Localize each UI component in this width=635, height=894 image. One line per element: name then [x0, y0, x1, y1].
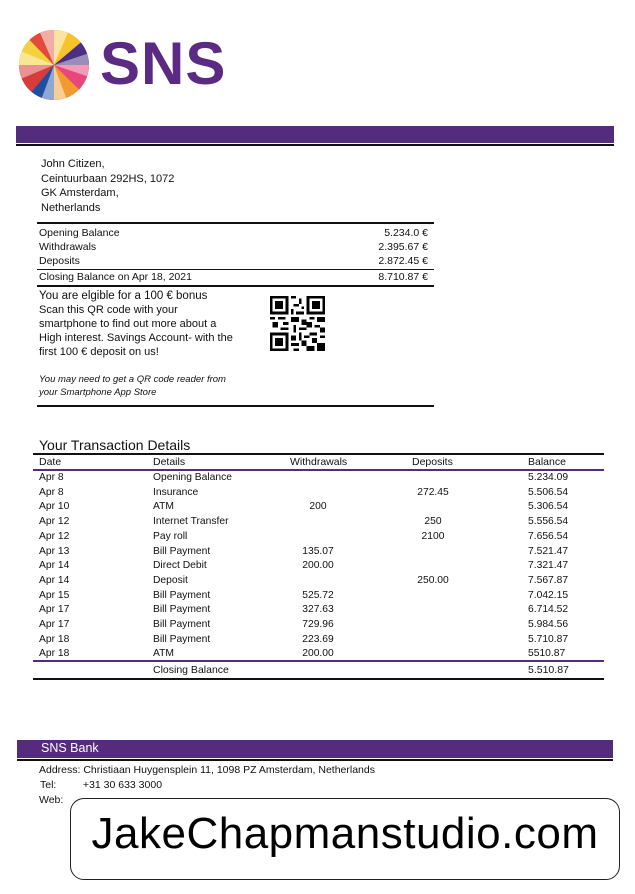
table-row — [0, 546, 635, 561]
cell-balance: 7.042.15 — [528, 589, 569, 601]
summary-closing-value: 8.710.87 € — [378, 271, 428, 283]
cell-details: Pay roll — [153, 530, 188, 542]
cell-date: Apr 12 — [39, 516, 70, 528]
watermark-text: JakeChapmanstudio.com — [91, 809, 599, 858]
cell-date: Apr 13 — [39, 545, 70, 557]
table-row — [0, 472, 635, 487]
summary-closing-label: Closing Balance on Apr 18, 2021 — [39, 271, 192, 283]
cell-date: Apr 18 — [39, 633, 70, 645]
cell-date: Apr 14 — [39, 574, 70, 586]
cell-details: Bill Payment — [153, 545, 211, 557]
cell-withdrawals: 327.63 — [302, 604, 334, 616]
promo-text — [39, 289, 279, 359]
cell-deposits: 250.00 — [417, 574, 449, 586]
header-deposits: Deposits — [412, 456, 453, 468]
cell-details: Bill Payment — [153, 589, 211, 601]
summary-withdrawals — [37, 241, 434, 255]
cell-withdrawals: 223.69 — [302, 633, 334, 645]
summary-opening-value: 5.234.0 € — [384, 227, 428, 239]
divider — [17, 759, 613, 761]
promo-note-line: your Smartphone App Store — [39, 386, 157, 398]
qr-code-icon — [270, 296, 325, 351]
cell-deposits: 272.45 — [417, 486, 449, 498]
footer-web-label: Web: — [39, 794, 64, 806]
divider — [37, 405, 434, 407]
cell-date: Apr 17 — [39, 619, 70, 630]
cell-balance: 5.306.54 — [528, 501, 569, 513]
header-band — [16, 126, 614, 143]
cell-withdrawals: 729.96 — [302, 619, 334, 630]
cell-date: Apr 12 — [39, 530, 70, 542]
table-row — [0, 575, 635, 590]
cell-balance: 7.521.47 — [528, 545, 569, 557]
table-row — [0, 531, 635, 546]
promo-line: first 100 € deposit on us! — [39, 346, 159, 358]
cell-date: Apr 17 — [39, 604, 70, 616]
cell-details: Insurance — [153, 486, 199, 498]
cell-date: Apr 8 — [39, 472, 64, 483]
summary-deposits-value: 2.872.45 € — [378, 255, 428, 267]
cell-details: ATM — [153, 501, 174, 513]
divider — [37, 269, 434, 270]
promo-line: High interest. Savings Account- with the — [39, 332, 233, 344]
divider — [33, 453, 604, 455]
customer-name: John Citizen, — [41, 158, 105, 170]
header-balance: Balance — [528, 456, 566, 468]
cell-withdrawals: 525.72 — [302, 589, 334, 601]
footer-address: Address: Christiaan Huygensplein 11, 1098 PZ Amsterdam, Netherlands — [39, 764, 375, 776]
customer-city: GK Amsterdam, — [41, 187, 119, 199]
divider — [37, 222, 434, 224]
cell-details: Direct Debit — [153, 560, 207, 572]
table-row — [0, 604, 635, 619]
divider — [33, 660, 604, 662]
cell-withdrawals: 135.07 — [302, 545, 334, 557]
footer-tel-value: +31 30 633 3000 — [82, 779, 163, 791]
cell-details: Bill Payment — [153, 633, 211, 645]
footer-band — [17, 740, 613, 758]
closing-row — [0, 664, 635, 678]
promo-line: Scan this QR code with your — [39, 304, 178, 316]
header-date: Date — [39, 456, 62, 468]
table-row — [0, 619, 635, 634]
cell-date: Apr 8 — [39, 486, 64, 498]
cell-details: Deposit — [153, 574, 188, 586]
cell-withdrawals: 200 — [309, 501, 327, 513]
summary-deposits — [37, 255, 434, 269]
promo-line: smartphone to find out more about a — [39, 318, 217, 330]
closing-value: 5.510.87 — [528, 664, 569, 676]
table-row — [0, 487, 635, 502]
table-row — [0, 590, 635, 605]
transactions-table — [0, 471, 635, 663]
table-row — [0, 634, 635, 649]
divider — [33, 678, 604, 680]
cell-balance: 5.984.56 — [528, 619, 569, 630]
customer-address — [41, 157, 174, 215]
cell-balance: 5.506.54 — [528, 486, 569, 498]
cell-withdrawals: 200.00 — [302, 560, 334, 572]
pinwheel-logo-icon — [18, 28, 98, 108]
header-withdrawals: Withdrawals — [290, 456, 348, 468]
footer-bank-name: SNS Bank — [41, 741, 99, 755]
cell-details: Bill Payment — [153, 604, 211, 616]
promo-headline: You are elgible for a 100 € bonus — [39, 290, 208, 302]
cell-deposits: 250 — [424, 516, 442, 528]
cell-balance: 5.710.87 — [528, 633, 569, 645]
summary-closing — [37, 271, 434, 285]
sns-logo — [18, 28, 228, 103]
cell-balance: 7.321.47 — [528, 560, 569, 572]
promo-note — [39, 374, 269, 399]
cell-balance: 7.656.54 — [528, 530, 569, 542]
summary-opening-label: Opening Balance — [39, 227, 120, 239]
cell-date: Apr 18 — [39, 648, 70, 660]
customer-country: Netherlands — [41, 201, 101, 214]
watermark-box — [70, 798, 620, 880]
footer-tel — [39, 778, 375, 793]
cell-date: Apr 14 — [39, 560, 70, 572]
divider — [16, 144, 614, 146]
cell-withdrawals: 200.00 — [302, 648, 334, 660]
cell-details: Internet Transfer — [153, 516, 229, 528]
balance-summary — [37, 222, 434, 292]
summary-withdrawals-label: Withdrawals — [39, 241, 97, 253]
cell-date: Apr 15 — [39, 589, 70, 601]
cell-deposits: 2100 — [421, 530, 445, 542]
transactions-header — [0, 456, 635, 470]
customer-street: Ceintuurbaan 292HS, 1072 — [41, 172, 175, 185]
cell-balance: 5.234.09 — [528, 472, 569, 483]
promo-note-line: You may need to get a QR code reader from — [39, 374, 226, 385]
brand-name: SNS — [100, 30, 227, 97]
cell-details: Bill Payment — [153, 619, 211, 630]
cell-balance: 6.714.52 — [528, 604, 569, 616]
header-details: Details — [153, 456, 186, 468]
cell-date: Apr 10 — [39, 501, 70, 513]
cell-balance: 5.556.54 — [528, 516, 569, 528]
divider — [37, 285, 434, 287]
cell-balance: 7.567.87 — [528, 574, 569, 586]
transactions-title: Your Transaction Details — [39, 437, 191, 453]
cell-details: Opening Balance — [153, 472, 233, 483]
cell-details: ATM — [153, 648, 174, 660]
summary-opening — [37, 227, 434, 241]
summary-deposits-label: Deposits — [39, 255, 80, 267]
table-row — [0, 560, 635, 575]
table-row — [0, 501, 635, 516]
cell-balance: 5510.87 — [528, 648, 566, 660]
footer-tel-label: Tel: — [40, 779, 57, 791]
closing-label: Closing Balance — [153, 664, 229, 676]
summary-withdrawals-value: 2.395.67 € — [378, 241, 428, 253]
table-row — [0, 516, 635, 531]
